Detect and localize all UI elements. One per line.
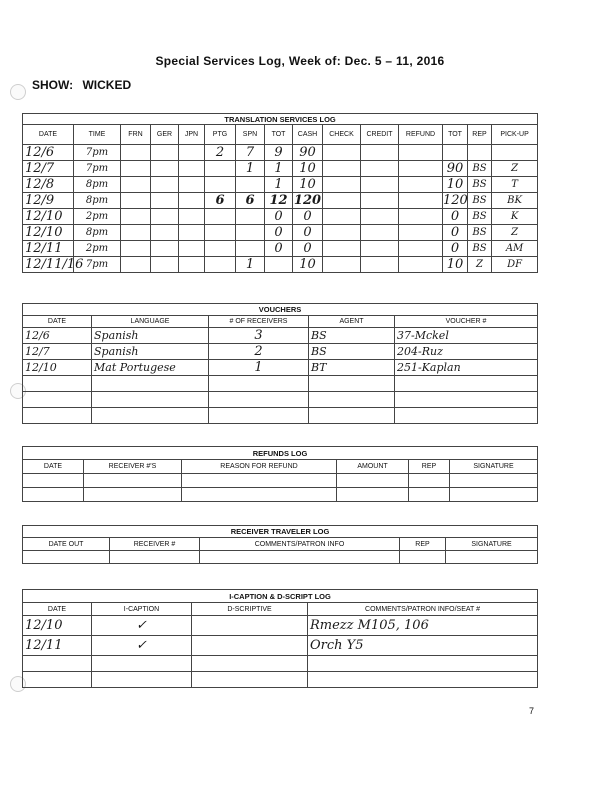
translation-cell — [151, 209, 179, 225]
icaption-col-icaption: I-CAPTION — [92, 603, 192, 616]
voucher-cell — [92, 408, 209, 424]
translation-cell — [236, 241, 265, 257]
translation-cell: 8pm — [74, 177, 121, 193]
voucher-cell — [92, 376, 209, 392]
icaption-cell: 12/10 — [23, 616, 92, 636]
translation-cell: 7pm — [74, 161, 121, 177]
refunds-header-row — [23, 460, 538, 474]
voucher-cell: 1 — [209, 360, 309, 376]
translation-cell: 0 — [265, 241, 293, 257]
translation-cell — [265, 257, 293, 273]
refunds-title: REFUNDS LOG — [23, 447, 538, 460]
receiver-traveler-log — [22, 525, 538, 564]
translation-cell: 10 — [293, 257, 323, 273]
translation-cell — [443, 145, 468, 161]
translation-cell — [323, 209, 361, 225]
translation-cell: BS — [468, 225, 492, 241]
translation-cell — [179, 145, 205, 161]
refunds-log — [22, 446, 538, 502]
translation-cell — [205, 225, 236, 241]
translation-cell — [399, 225, 443, 241]
translation-cell — [121, 193, 151, 209]
translation-cell: 8pm — [74, 225, 121, 241]
translation-cell — [361, 145, 399, 161]
voucher-cell — [23, 376, 92, 392]
translation-cell — [323, 225, 361, 241]
translation-cell — [205, 161, 236, 177]
translation-title: TRANSLATION SERVICES LOG — [23, 114, 538, 125]
table-row — [23, 488, 538, 502]
vouchers-title: VOUCHERS — [23, 304, 538, 316]
translation-cell: 12/8 — [23, 177, 74, 193]
icaption-col-comments: COMMENTS/PATRON INFO/SEAT # — [308, 603, 538, 616]
traveler-title: RECEIVER TRAVELER LOG — [23, 526, 538, 538]
icaption-col-dscriptive: D-SCRIPTIVE — [192, 603, 308, 616]
translation-col-spn: SPN — [236, 125, 265, 145]
translation-cell — [179, 225, 205, 241]
icaption-cell: 12/11 — [23, 636, 92, 656]
table-row — [23, 209, 538, 225]
translation-cell: Z — [468, 257, 492, 273]
voucher-cell: Spanish — [92, 328, 209, 344]
translation-cell: 120 — [443, 193, 468, 208]
translation-header-row — [23, 125, 538, 145]
translation-cell — [151, 161, 179, 177]
translation-cell: 0 — [265, 209, 293, 225]
translation-cell — [236, 177, 265, 193]
voucher-cell — [209, 392, 309, 408]
translation-cell — [205, 209, 236, 225]
icaption-cell: ✓ — [92, 636, 192, 656]
translation-cell: 10 — [443, 177, 468, 193]
translation-cell: 0 — [443, 241, 468, 257]
voucher-cell — [395, 408, 538, 424]
table-row — [23, 193, 538, 209]
translation-col-date: DATE — [23, 125, 74, 145]
translation-cell: 10 — [443, 257, 468, 273]
translation-cell — [179, 193, 205, 209]
binder-hole — [10, 84, 26, 100]
translation-cell: 6 — [205, 193, 236, 209]
icaption-cell — [192, 636, 308, 656]
traveler-col-comments: COMMENTS/PATRON INFO — [200, 538, 400, 551]
icaption-header-row — [23, 603, 538, 616]
translation-cell: 8pm — [74, 193, 121, 209]
translation-cell — [399, 145, 443, 161]
voucher-cell: BS — [309, 344, 395, 360]
translation-cell: 7 — [236, 145, 265, 161]
refunds-col-reason: REASON FOR REFUND — [182, 460, 337, 474]
translation-col-refund: REFUND — [399, 125, 443, 145]
translation-col-frn: FRN — [121, 125, 151, 145]
translation-cell — [236, 209, 265, 225]
translation-col-ger: GER — [151, 125, 179, 145]
translation-cell — [179, 177, 205, 193]
show-line — [32, 78, 131, 92]
translation-cell — [205, 257, 236, 273]
translation-cell: 0 — [443, 209, 468, 225]
translation-cell — [121, 257, 151, 273]
icaption-col-date: DATE — [23, 603, 92, 616]
table-row — [23, 474, 538, 488]
translation-cell — [121, 225, 151, 241]
voucher-cell: 12/6 — [23, 328, 92, 344]
translation-cell: Z — [492, 225, 538, 241]
vouchers-col-agent: AGENT — [309, 316, 395, 328]
voucher-cell — [309, 408, 395, 424]
vouchers-col-language: LANGUAGE — [92, 316, 209, 328]
translation-cell: BS — [468, 193, 492, 209]
translation-col-check: CHECK — [323, 125, 361, 145]
translation-cell: 2pm — [74, 241, 121, 257]
table-row — [23, 360, 538, 376]
translation-cell — [361, 193, 399, 209]
translation-cell — [151, 241, 179, 257]
translation-cell — [323, 145, 361, 161]
voucher-cell: 204-Ruz — [395, 344, 538, 360]
translation-cell — [151, 177, 179, 193]
translation-cell — [361, 241, 399, 257]
translation-cell — [151, 193, 179, 209]
translation-cell: BS — [468, 177, 492, 193]
translation-cell: T — [492, 177, 538, 193]
traveler-col-rep: REP — [400, 538, 446, 551]
translation-col-tot: TOT — [265, 125, 293, 145]
table-row — [23, 344, 538, 360]
table-row — [23, 225, 538, 241]
translation-cell — [151, 145, 179, 161]
translation-cell: 9 — [265, 145, 293, 161]
translation-cell: 120 — [293, 193, 322, 208]
translation-cell: 90 — [293, 145, 323, 161]
translation-cell: Z — [492, 161, 538, 177]
translation-cell — [361, 161, 399, 177]
translation-cell: 0 — [443, 225, 468, 241]
table-row — [23, 328, 538, 344]
vouchers-header-row — [23, 316, 538, 328]
translation-cell — [399, 177, 443, 193]
voucher-cell — [395, 392, 538, 408]
translation-cell: 10 — [293, 177, 323, 193]
translation-cell — [323, 177, 361, 193]
vouchers-col-date: DATE — [23, 316, 92, 328]
translation-cell: 10 — [293, 161, 323, 177]
translation-cell — [121, 145, 151, 161]
icaption-cell — [192, 616, 308, 636]
voucher-cell: Mat Portugese — [92, 360, 209, 376]
table-row — [23, 177, 538, 193]
translation-services-log — [22, 113, 538, 273]
translation-cell — [179, 241, 205, 257]
translation-cell: 0 — [293, 225, 323, 241]
vouchers-log — [22, 303, 538, 424]
translation-cell: BK — [492, 193, 538, 209]
translation-cell — [323, 257, 361, 273]
icaption-cell: Orch Y5 — [308, 636, 538, 656]
translation-cell — [323, 161, 361, 177]
translation-cell — [399, 241, 443, 257]
translation-cell: 12/10 — [23, 209, 74, 225]
icaption-dscript-log — [22, 589, 538, 688]
page-number: 7 — [528, 706, 534, 716]
translation-cell — [361, 257, 399, 273]
icaption-cell: ✓ — [92, 616, 192, 636]
voucher-cell: BS — [309, 328, 395, 344]
table-row — [23, 241, 538, 257]
refunds-col-receivers: RECEIVER #'S — [84, 460, 182, 474]
table-row — [23, 672, 538, 688]
refunds-col-amount: AMOUNT — [337, 460, 409, 474]
traveler-col-signature: SIGNATURE — [446, 538, 538, 551]
table-row — [23, 616, 538, 636]
translation-cell: BS — [468, 241, 492, 257]
voucher-cell: 251-Kaplan — [395, 360, 538, 376]
translation-cell: DF — [492, 257, 538, 273]
translation-cell — [236, 225, 265, 241]
translation-cell: 1 — [236, 161, 265, 177]
vouchers-col-voucher: VOUCHER # — [395, 316, 538, 328]
voucher-cell — [309, 392, 395, 408]
table-row — [23, 161, 538, 177]
translation-cell: 0 — [293, 241, 323, 257]
voucher-cell: 12/10 — [23, 360, 92, 376]
table-row — [23, 257, 538, 273]
voucher-cell — [23, 392, 92, 408]
translation-cell: 12/9 — [23, 193, 74, 209]
translation-cell — [205, 177, 236, 193]
translation-col-pickup: PICK-UP — [492, 125, 538, 145]
translation-cell: 1 — [265, 177, 293, 193]
translation-cell: 2pm — [74, 209, 121, 225]
translation-cell — [468, 145, 492, 161]
translation-cell: 12/7 — [23, 161, 74, 177]
traveler-col-date-out: DATE OUT — [23, 538, 110, 551]
table-row — [23, 145, 538, 161]
translation-col-tot2: TOT — [443, 125, 468, 145]
translation-cell: AM — [492, 241, 538, 257]
voucher-cell: 12/7 — [23, 344, 92, 360]
show-name: WICKED — [82, 78, 132, 92]
show-label: SHOW: — [32, 78, 74, 92]
translation-col-cash: CASH — [293, 125, 323, 145]
translation-cell: 0 — [265, 225, 293, 241]
translation-cell: 1 — [236, 257, 265, 273]
voucher-cell: Spanish — [92, 344, 209, 360]
voucher-cell — [92, 392, 209, 408]
translation-cell — [151, 225, 179, 241]
translation-col-ptg: PTG — [205, 125, 236, 145]
voucher-cell — [23, 408, 92, 424]
translation-col-credit: CREDIT — [361, 125, 399, 145]
translation-cell — [121, 241, 151, 257]
traveler-col-receiver: RECEIVER # — [110, 538, 200, 551]
translation-cell — [492, 145, 538, 161]
icaption-cell: Rmezz M105, 106 — [308, 616, 538, 636]
voucher-cell: BT — [309, 360, 395, 376]
voucher-cell: 2 — [209, 344, 309, 360]
table-row — [23, 408, 538, 424]
translation-cell: 2 — [205, 145, 236, 161]
table-row — [23, 376, 538, 392]
translation-cell: 12/11/16 — [23, 257, 74, 273]
translation-cell — [121, 209, 151, 225]
translation-cell — [179, 209, 205, 225]
icaption-title: I-CAPTION & D-SCRIPT LOG — [23, 590, 538, 603]
translation-cell: 12/11 — [23, 241, 74, 257]
translation-cell — [399, 209, 443, 225]
voucher-cell: 37-Mckel — [395, 328, 538, 344]
translation-cell — [121, 161, 151, 177]
translation-cell: 7pm — [74, 257, 121, 273]
translation-col-rep: REP — [468, 125, 492, 145]
translation-cell — [323, 193, 361, 209]
voucher-cell — [209, 376, 309, 392]
table-row — [23, 392, 538, 408]
translation-cell — [179, 161, 205, 177]
traveler-header-row — [23, 538, 538, 551]
translation-cell — [121, 177, 151, 193]
translation-cell — [361, 225, 399, 241]
voucher-cell: 3 — [209, 328, 309, 344]
translation-cell — [323, 241, 361, 257]
table-row — [23, 551, 538, 564]
translation-cell: K — [492, 209, 538, 225]
page-title: Special Services Log, Week of: Dec. 5 – 11, 2016 — [155, 54, 445, 68]
table-row — [23, 636, 538, 656]
translation-col-time: TIME — [74, 125, 121, 145]
voucher-cell — [309, 376, 395, 392]
translation-cell — [399, 193, 443, 209]
translation-cell: 6 — [236, 193, 265, 209]
voucher-cell — [209, 408, 309, 424]
translation-cell — [151, 257, 179, 273]
translation-cell — [179, 257, 205, 273]
translation-col-jpn: JPN — [179, 125, 205, 145]
translation-cell — [205, 241, 236, 257]
translation-cell: 1 — [265, 161, 293, 177]
translation-cell — [399, 257, 443, 273]
translation-cell: BS — [468, 209, 492, 225]
translation-cell — [361, 177, 399, 193]
vouchers-col-receivers: # OF RECEIVERS — [209, 316, 309, 328]
table-row — [23, 656, 538, 672]
translation-cell: 12 — [265, 193, 293, 209]
translation-cell — [361, 209, 399, 225]
voucher-cell — [395, 376, 538, 392]
translation-cell: 0 — [293, 209, 323, 225]
refunds-col-signature: SIGNATURE — [450, 460, 538, 474]
translation-cell: BS — [468, 161, 492, 177]
translation-cell: 7pm — [74, 145, 121, 161]
translation-cell: 12/6 — [23, 145, 74, 161]
refunds-col-date: DATE — [23, 460, 84, 474]
refunds-col-rep: REP — [409, 460, 450, 474]
translation-cell: 90 — [443, 161, 468, 177]
translation-cell — [399, 161, 443, 177]
translation-cell: 12/10 — [23, 225, 74, 241]
